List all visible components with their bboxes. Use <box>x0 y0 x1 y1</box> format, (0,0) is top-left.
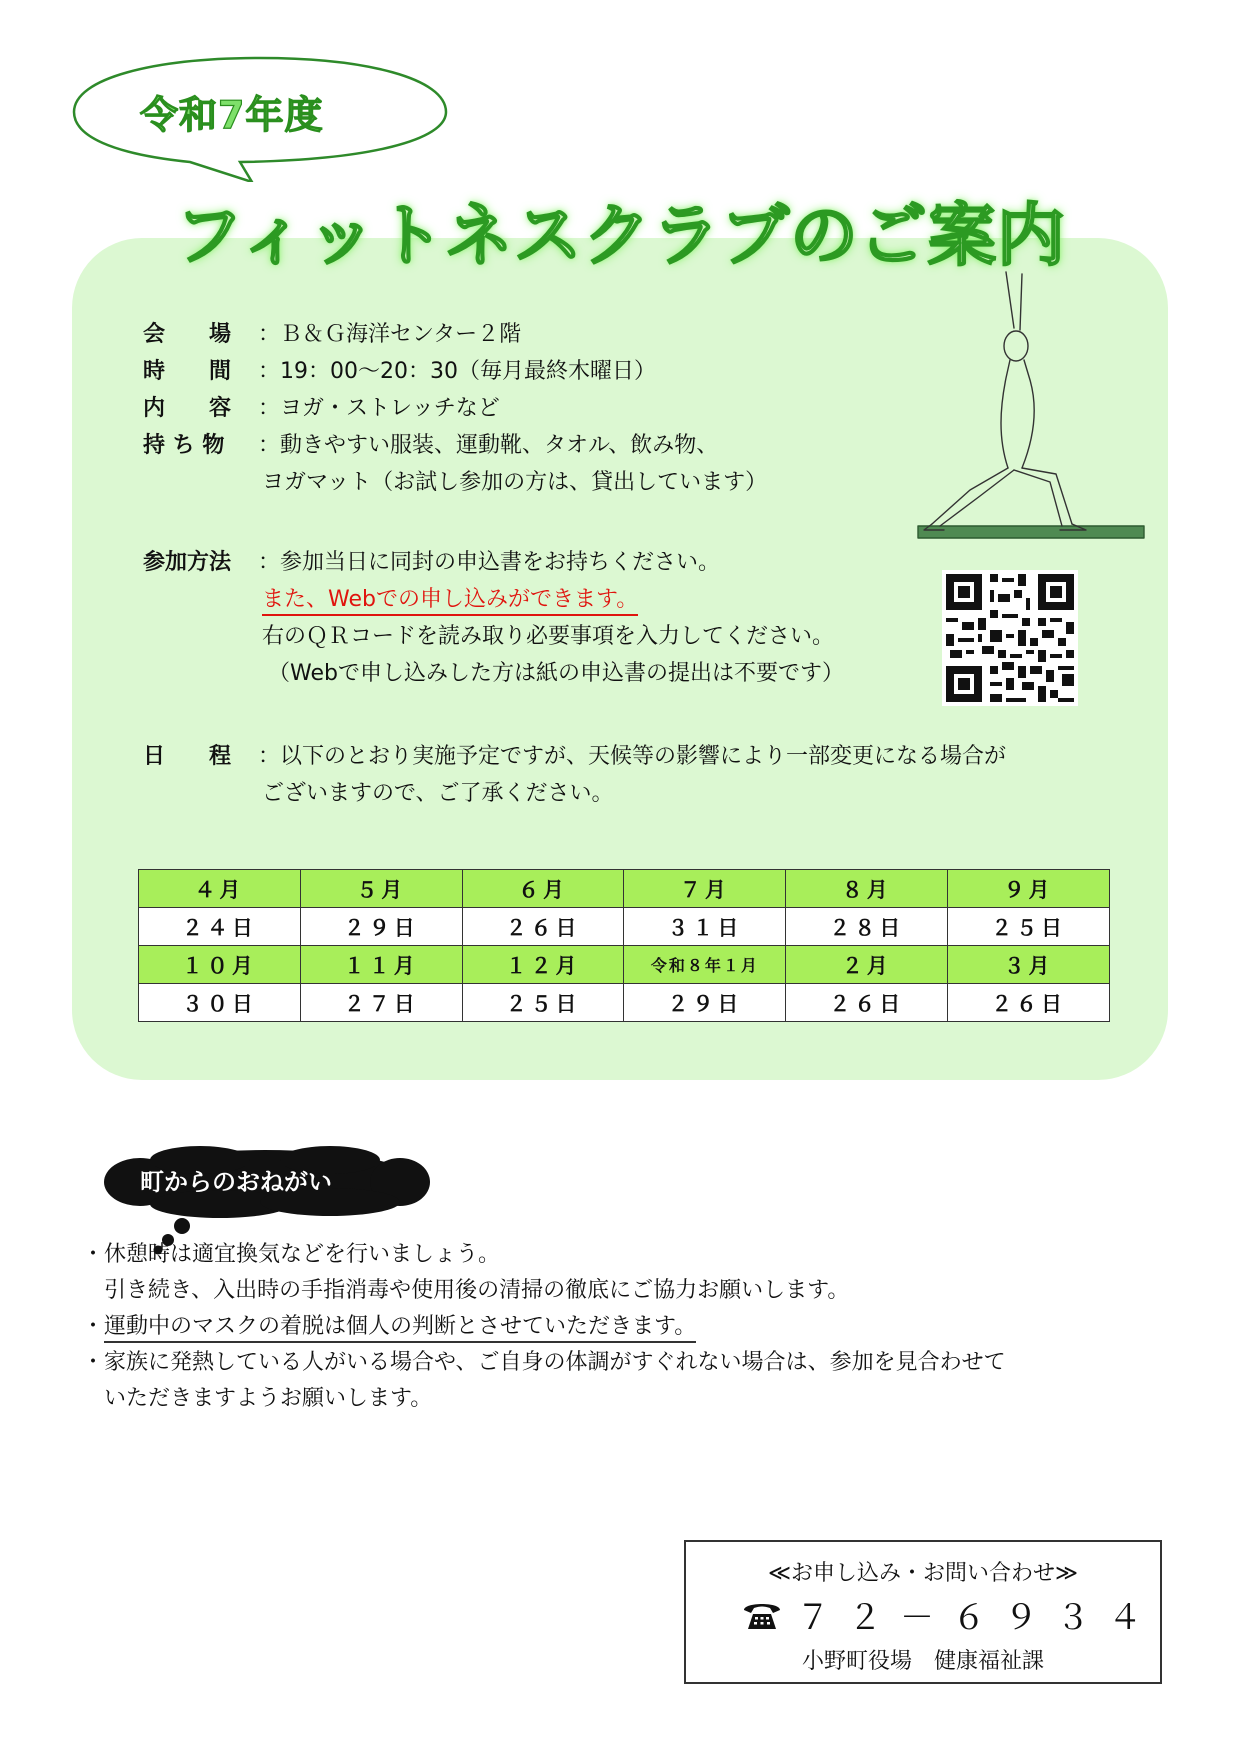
page-title: フィットネスクラブのご案内 <box>175 197 1066 276</box>
request-line: ・家族に発熱している人がいる場合や、ご自身の体調がすぐれない場合は、参加を見合わせて <box>82 1350 1006 1375</box>
method-row <box>143 548 720 578</box>
schedule-value: 以下のとおり実施予定ですが、天候等の影響により一部変更になる場合が <box>280 744 1007 769</box>
content-label: 内 容 <box>143 396 232 421</box>
qr-code-icon[interactable] <box>942 570 1078 706</box>
day-cell: ２５日 <box>462 984 624 1022</box>
request-line: いただきますようお願いします。 <box>82 1386 433 1411</box>
month-cell: １０月 <box>139 946 301 984</box>
yoga-figure-icon <box>910 268 1150 548</box>
time-row <box>143 357 656 387</box>
day-cell: ２７日 <box>300 984 462 1022</box>
bullet: ・ <box>82 1314 105 1339</box>
colon: ： <box>258 550 281 575</box>
venue-row <box>143 320 521 350</box>
phone-icon <box>742 1598 782 1632</box>
month-cell: ３月 <box>948 946 1110 984</box>
month-cell: １１月 <box>300 946 462 984</box>
schedule-value-continued: ございますので、ご了承ください。 <box>262 781 614 806</box>
time-label: 時 間 <box>143 359 232 384</box>
method-label: 参加方法 <box>143 550 232 575</box>
day-cell: ２６日 <box>462 908 624 946</box>
paper-form-note: （Webで申し込みした方は紙の申込書の提出は不要です） <box>268 661 844 686</box>
colon: ： <box>258 396 281 421</box>
colon: ： <box>258 433 281 458</box>
items-label: 持 ち 物 <box>143 433 225 458</box>
method-value: 参加当日に同封の申込書をお持ちください。 <box>280 550 721 575</box>
day-cell: ２９日 <box>300 908 462 946</box>
month-cell: 令和８年１月 <box>624 946 786 984</box>
requests-heading: 町からのおねがい <box>140 1168 332 1196</box>
month-cell: ７月 <box>624 870 786 908</box>
qr-instruction: 右のＱＲコードを読み取り必要事項を入力してください。 <box>262 624 835 649</box>
day-cell: ２４日 <box>139 908 301 946</box>
contact-heading: ≪お申し込み・お問い合わせ≫ <box>767 1561 1079 1586</box>
day-cell: ２５日 <box>948 908 1110 946</box>
request-line <box>82 1312 696 1342</box>
contact-box <box>684 1540 1162 1684</box>
phone-number[interactable]: ７２－６９３４ <box>796 1598 1160 1638</box>
month-cell: ９月 <box>948 870 1110 908</box>
colon: ： <box>258 322 281 347</box>
month-cell: ６月 <box>462 870 624 908</box>
day-cell: ２６日 <box>948 984 1110 1022</box>
items-row <box>143 431 718 461</box>
web-application-note <box>262 585 638 615</box>
schedule-label: 日 程 <box>143 744 232 769</box>
items-value-continued: ヨガマット（お試し参加の方は、貸出しています） <box>262 470 768 495</box>
venue-value: Ｂ＆Ｇ海洋センター２階 <box>280 322 522 347</box>
venue-label: 会 場 <box>143 322 232 347</box>
table-row <box>139 908 1110 946</box>
time-value: 19：00～20：30（毎月最終木曜日） <box>280 359 656 384</box>
year-badge: 令和7年度 <box>140 93 324 137</box>
day-cell: ３１日 <box>624 908 786 946</box>
day-cell: ２６日 <box>786 984 948 1022</box>
day-cell: ３０日 <box>139 984 301 1022</box>
web-note-text: また、Webでの申し込みができます。 <box>262 587 638 616</box>
content-value: ヨガ・ストレッチなど <box>280 396 500 421</box>
request-line: ・休憩時は適宜換気などを行いましょう。 <box>82 1242 501 1267</box>
month-cell: ８月 <box>786 870 948 908</box>
month-cell: ２月 <box>786 946 948 984</box>
content-row <box>143 394 500 424</box>
month-cell: ４月 <box>139 870 301 908</box>
table-row <box>139 984 1110 1022</box>
request-line: 引き続き、入出時の手指消毒や使用後の清掃の徹底にご協力お願いします。 <box>82 1278 850 1303</box>
contact-phone-row <box>742 1590 1160 1640</box>
colon: ： <box>258 359 281 384</box>
schedule-table <box>138 869 1110 1022</box>
month-cell: ５月 <box>300 870 462 908</box>
table-row <box>139 946 1110 984</box>
contact-office: 小野町役場 健康福祉課 <box>801 1649 1044 1674</box>
day-cell: ２９日 <box>624 984 786 1022</box>
schedule-row <box>143 742 1006 772</box>
mask-policy-text: 運動中のマスクの着脱は個人の判断とさせていただきます。 <box>104 1314 696 1343</box>
month-cell: １２月 <box>462 946 624 984</box>
table-row <box>139 870 1110 908</box>
items-value: 動きやすい服装、運動靴、タオル、飲み物、 <box>280 433 719 458</box>
day-cell: ２８日 <box>786 908 948 946</box>
colon: ： <box>258 744 281 769</box>
